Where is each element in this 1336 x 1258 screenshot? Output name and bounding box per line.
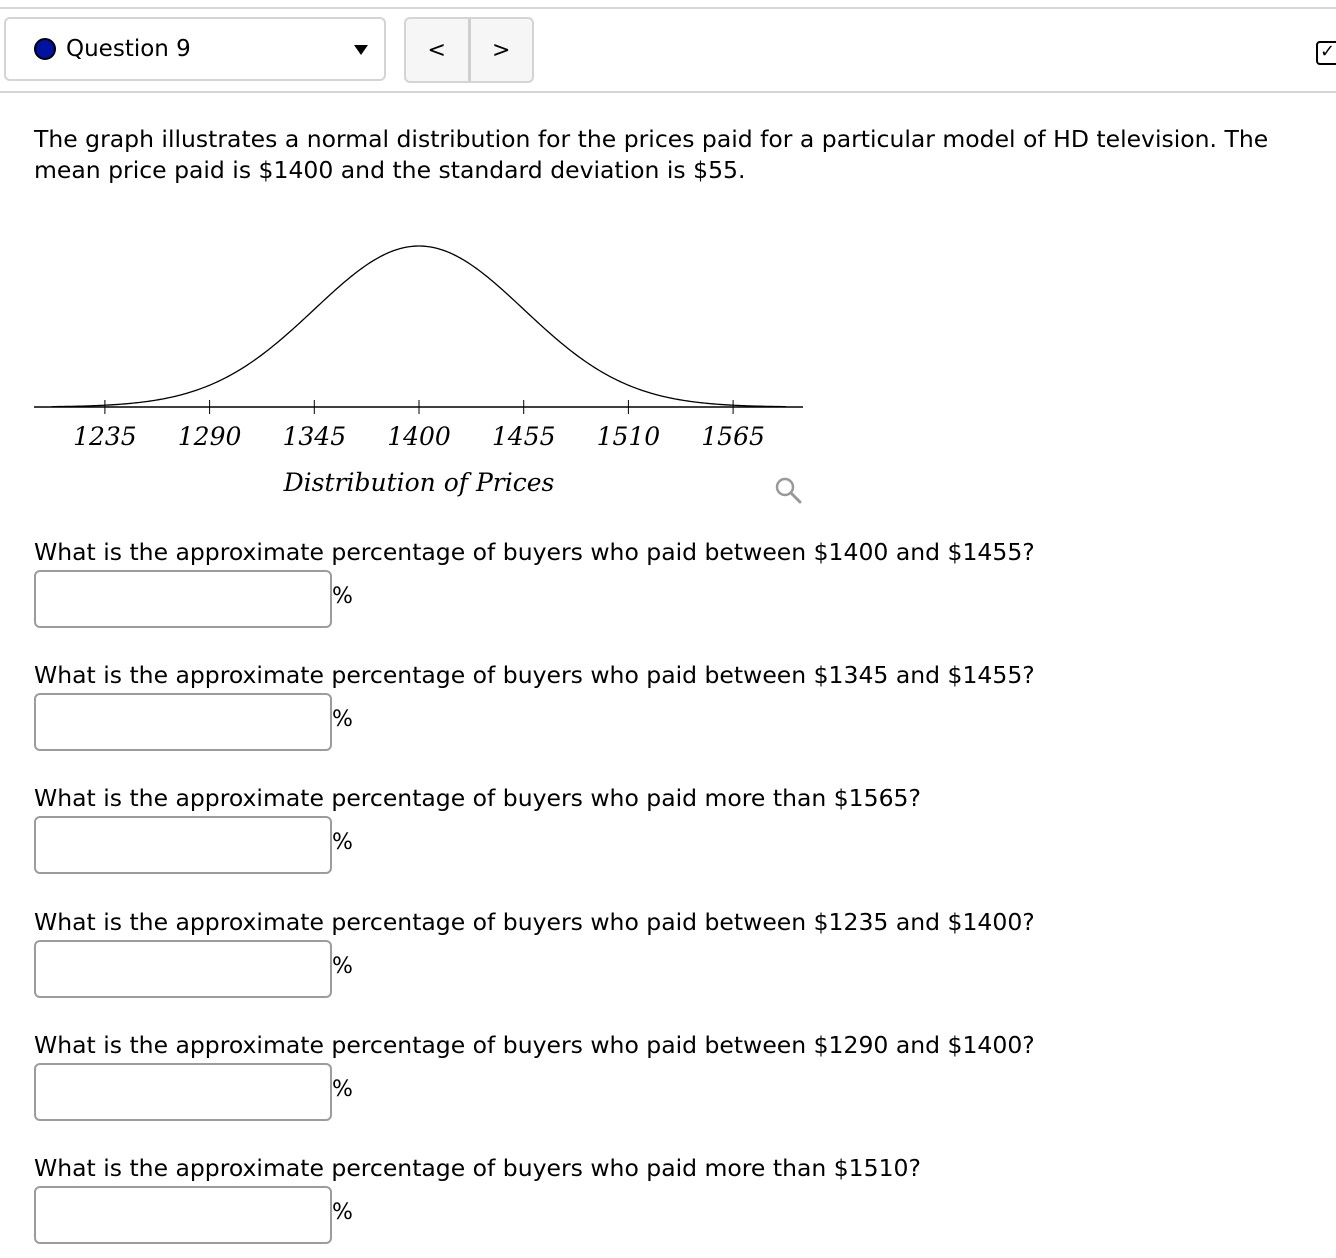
x-tick-label: 1235 [73,422,137,451]
x-tick-label: 1455 [491,422,556,451]
x-tick-label: 1565 [701,422,765,451]
percent-unit: % [332,707,353,733]
magnify-icon[interactable] [772,474,804,506]
percent-unit: % [332,584,353,609]
answer-input[interactable] [34,693,332,751]
x-tick-label: 1510 [596,422,661,451]
prev-question-button[interactable]: < [406,19,471,81]
question-label: Question 9 [66,36,191,62]
question-text: What is the approximate percentage of buyers who paid more than $1510? [34,1154,921,1182]
answer-input[interactable] [34,940,332,998]
x-tick-label: 1400 [387,422,451,451]
answer-input[interactable] [34,570,332,628]
question-text: What is the approximate percentage of buyers who paid between $1400 and $1455? [34,538,1035,566]
percent-unit: % [332,830,353,856]
x-axis-label: Distribution of Prices [283,468,555,497]
percent-unit: % [332,953,353,979]
x-tick-label: 1345 [282,422,347,451]
next-question-button[interactable]: > [492,37,511,63]
percent-unit: % [332,1076,353,1102]
checkmark-box-icon[interactable]: ✓ [1316,41,1336,65]
percent-unit: % [332,1200,353,1225]
question-text: What is the approximate percentage of buyers who paid between $1290 and $1400? [34,1030,1035,1059]
question-text: What is the approximate percentage of buyers who paid between $1345 and $1455? [34,661,1035,690]
answer-input[interactable] [34,816,332,874]
question-text: What is the approximate percentage of buyers who paid between $1235 and $1400? [34,907,1035,936]
question-text: What is the approximate percentage of buyers who paid more than $1565? [34,784,921,813]
x-tick-label: 1290 [177,422,242,451]
answer-input[interactable] [34,1186,332,1244]
problem-statement: The graph illustrates a normal distribution for the prices paid for a particular model of HD television. The mean price paid is $1400 and the standard deviation is $55. [34,125,1269,184]
normal-distribution-chart [0,0,1336,520]
answer-input[interactable] [34,1063,332,1121]
normal-curve [52,246,786,407]
